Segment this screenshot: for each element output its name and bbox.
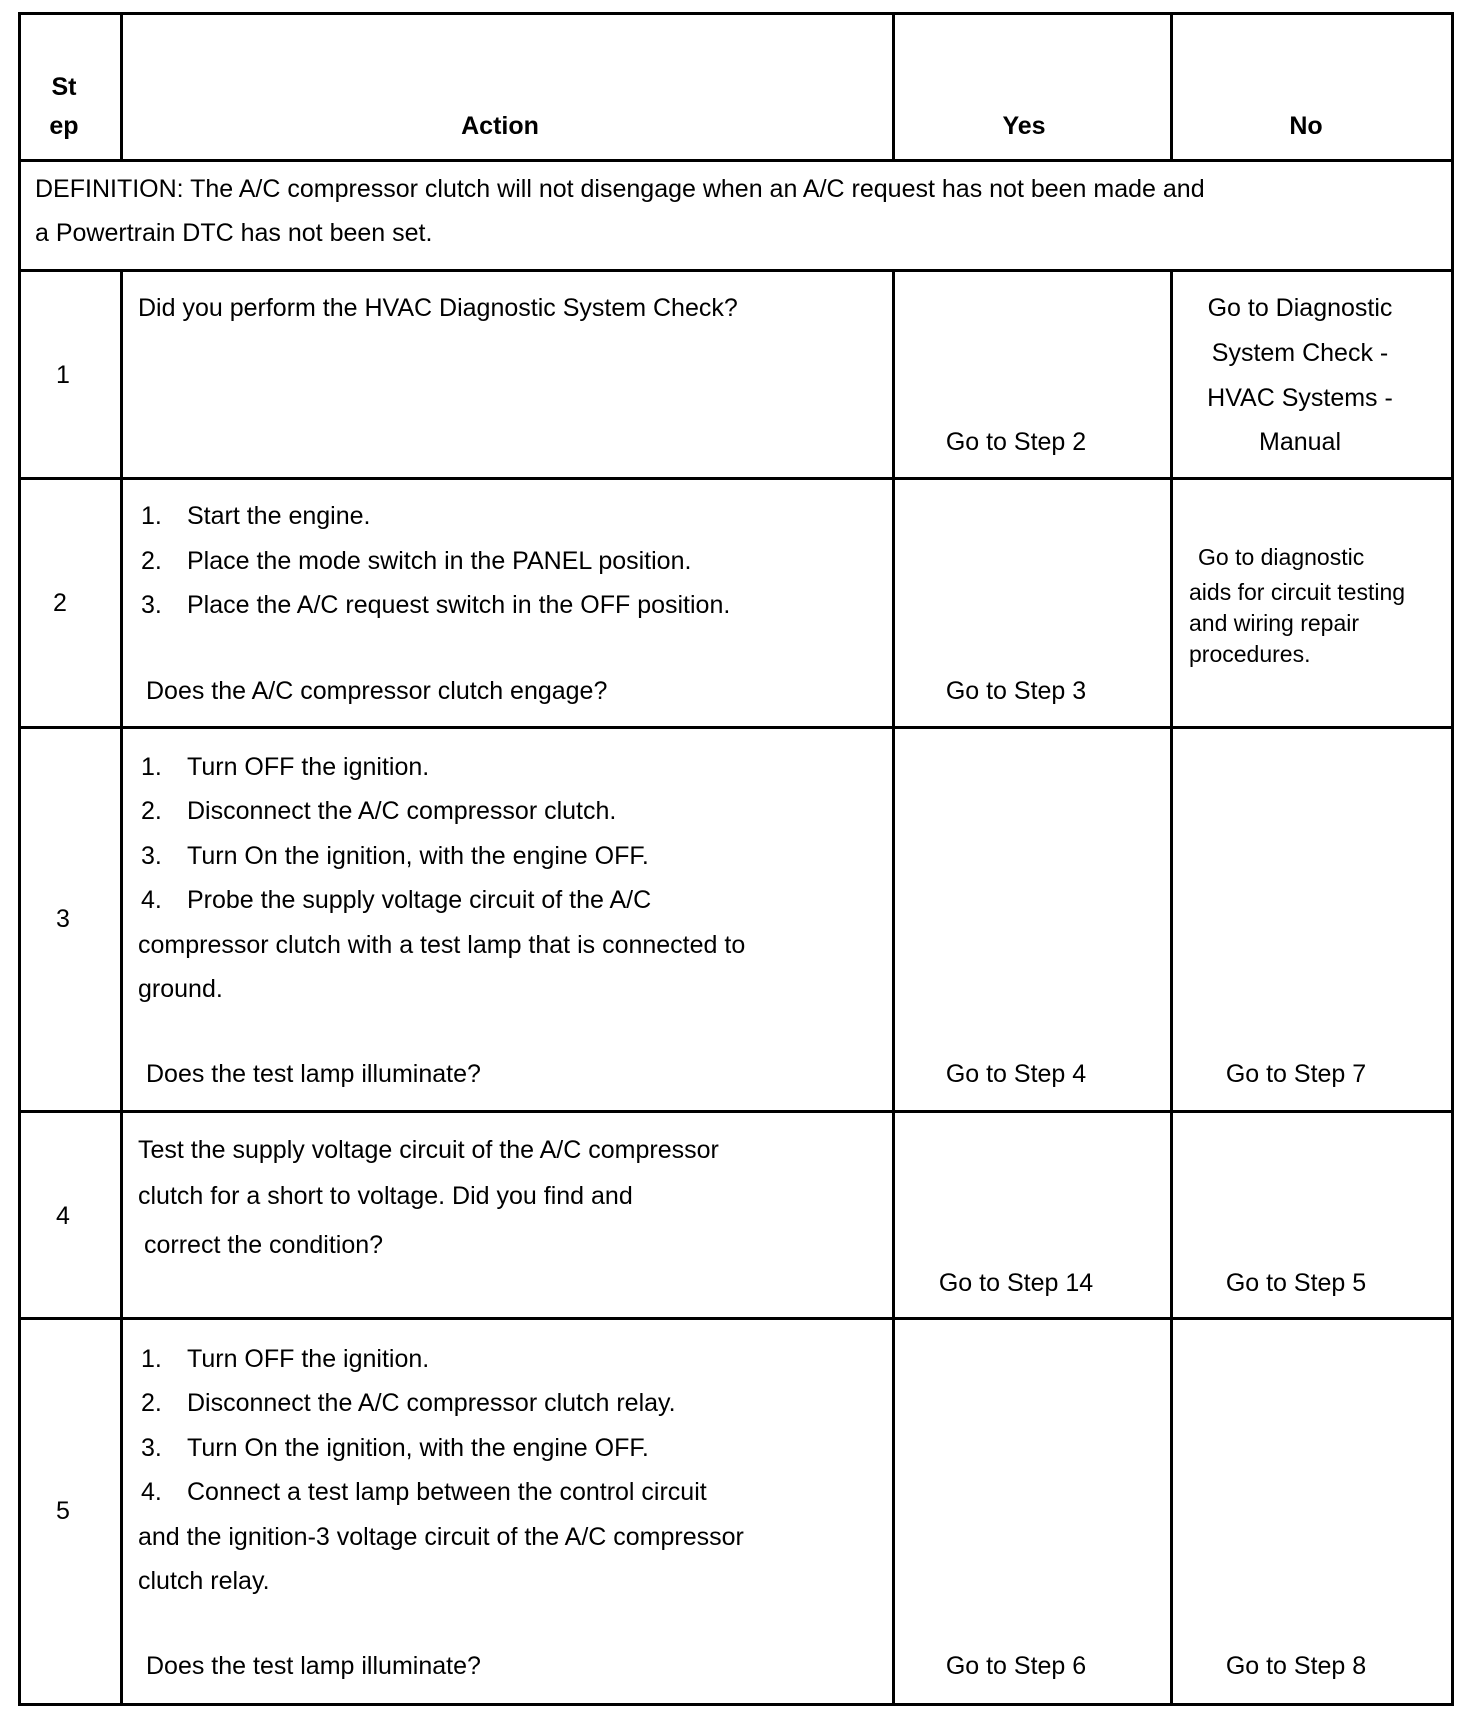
action-text: clutch for a short to voltage. Did you find and xyxy=(138,1182,633,1210)
no-result: procedures. xyxy=(1189,641,1311,667)
no-result: Manual xyxy=(1259,428,1341,456)
row-divider xyxy=(18,12,1454,15)
yes-result: Go to Step 6 xyxy=(945,1652,1087,1680)
col-divider xyxy=(1170,12,1173,162)
row-divider xyxy=(18,1703,1454,1706)
row-divider xyxy=(18,1317,1454,1320)
col-divider xyxy=(18,12,21,1706)
list-item: 1. Turn OFF the ignition. xyxy=(141,1345,430,1373)
no-result: HVAC Systems - xyxy=(1207,384,1393,412)
no-result: Go to Step 8 xyxy=(1225,1652,1367,1680)
no-result: Go to Step 7 xyxy=(1225,1060,1367,1088)
list-item: 2. Place the mode switch in the PANEL position. xyxy=(141,547,692,575)
action-text: correct the condition? xyxy=(144,1231,384,1259)
col-divider xyxy=(120,269,123,1706)
header-step: ep xyxy=(49,112,79,140)
list-item: 2. Disconnect the A/C compressor clutch relay. xyxy=(141,1389,676,1417)
row-divider xyxy=(18,1110,1454,1113)
header-action: Action xyxy=(461,112,539,140)
yes-result: Go to Step 14 xyxy=(938,1269,1094,1297)
col-divider xyxy=(120,12,123,162)
col-divider xyxy=(892,12,895,162)
no-result: Go to Step 5 xyxy=(1225,1269,1367,1297)
row-divider xyxy=(18,269,1454,272)
no-result: System Check - xyxy=(1211,339,1389,367)
question-text: Does the A/C compressor clutch engage? xyxy=(146,677,608,705)
col-divider xyxy=(892,269,895,1706)
yes-result: Go to Step 2 xyxy=(945,428,1087,456)
step-number: 1 xyxy=(56,361,70,389)
step-number: 5 xyxy=(56,1497,70,1525)
action-text: clutch relay. xyxy=(138,1567,270,1595)
action-text: and the ignition-3 voltage circuit of the A/C compressor xyxy=(138,1523,744,1551)
question-text: Does the test lamp illuminate? xyxy=(146,1060,481,1088)
list-item: 3. Turn On the ignition, with the engine OFF. xyxy=(141,1434,649,1462)
action-text: ground. xyxy=(138,975,223,1003)
list-item: 2. Disconnect the A/C compressor clutch. xyxy=(141,797,617,825)
list-item: 4. Probe the supply voltage circuit of the A/C xyxy=(141,886,652,914)
no-result: Go to diagnostic xyxy=(1198,544,1365,570)
row-divider xyxy=(18,726,1454,729)
header-yes: Yes xyxy=(1002,112,1046,140)
step-number: 3 xyxy=(56,905,70,933)
question-text: Does the test lamp illuminate? xyxy=(146,1652,481,1680)
row-divider xyxy=(18,159,1454,162)
definition-text: DEFINITION: The A/C compressor clutch will not disengage when an A/C request has not been made and xyxy=(35,175,1205,203)
action-text: compressor clutch with a test lamp that is connected to xyxy=(138,931,746,959)
no-result: aids for circuit testing xyxy=(1189,579,1406,605)
action-text: Did you perform the HVAC Diagnostic System Check? xyxy=(138,294,738,322)
step-number: 2 xyxy=(53,589,67,617)
list-item: 1. Turn OFF the ignition. xyxy=(141,753,430,781)
row-divider xyxy=(18,477,1454,480)
step-number: 4 xyxy=(56,1202,70,1230)
no-result: and wiring repair xyxy=(1189,610,1360,636)
no-result: Go to Diagnostic xyxy=(1207,294,1393,322)
list-item: 3. Place the A/C request switch in the OFF position. xyxy=(141,591,731,619)
definition-text: a Powertrain DTC has not been set. xyxy=(35,219,433,247)
col-divider xyxy=(1170,269,1173,1706)
list-item: 3. Turn On the ignition, with the engine OFF. xyxy=(141,842,649,870)
list-item: 1. Start the engine. xyxy=(141,502,371,530)
header-step: St xyxy=(51,73,77,101)
list-item: 4. Connect a test lamp between the control circuit xyxy=(141,1478,707,1506)
yes-result: Go to Step 4 xyxy=(945,1060,1087,1088)
header-no: No xyxy=(1289,112,1323,140)
action-text: Test the supply voltage circuit of the A/C compressor xyxy=(138,1136,719,1164)
col-divider xyxy=(1451,12,1454,1706)
yes-result: Go to Step 3 xyxy=(945,677,1087,705)
